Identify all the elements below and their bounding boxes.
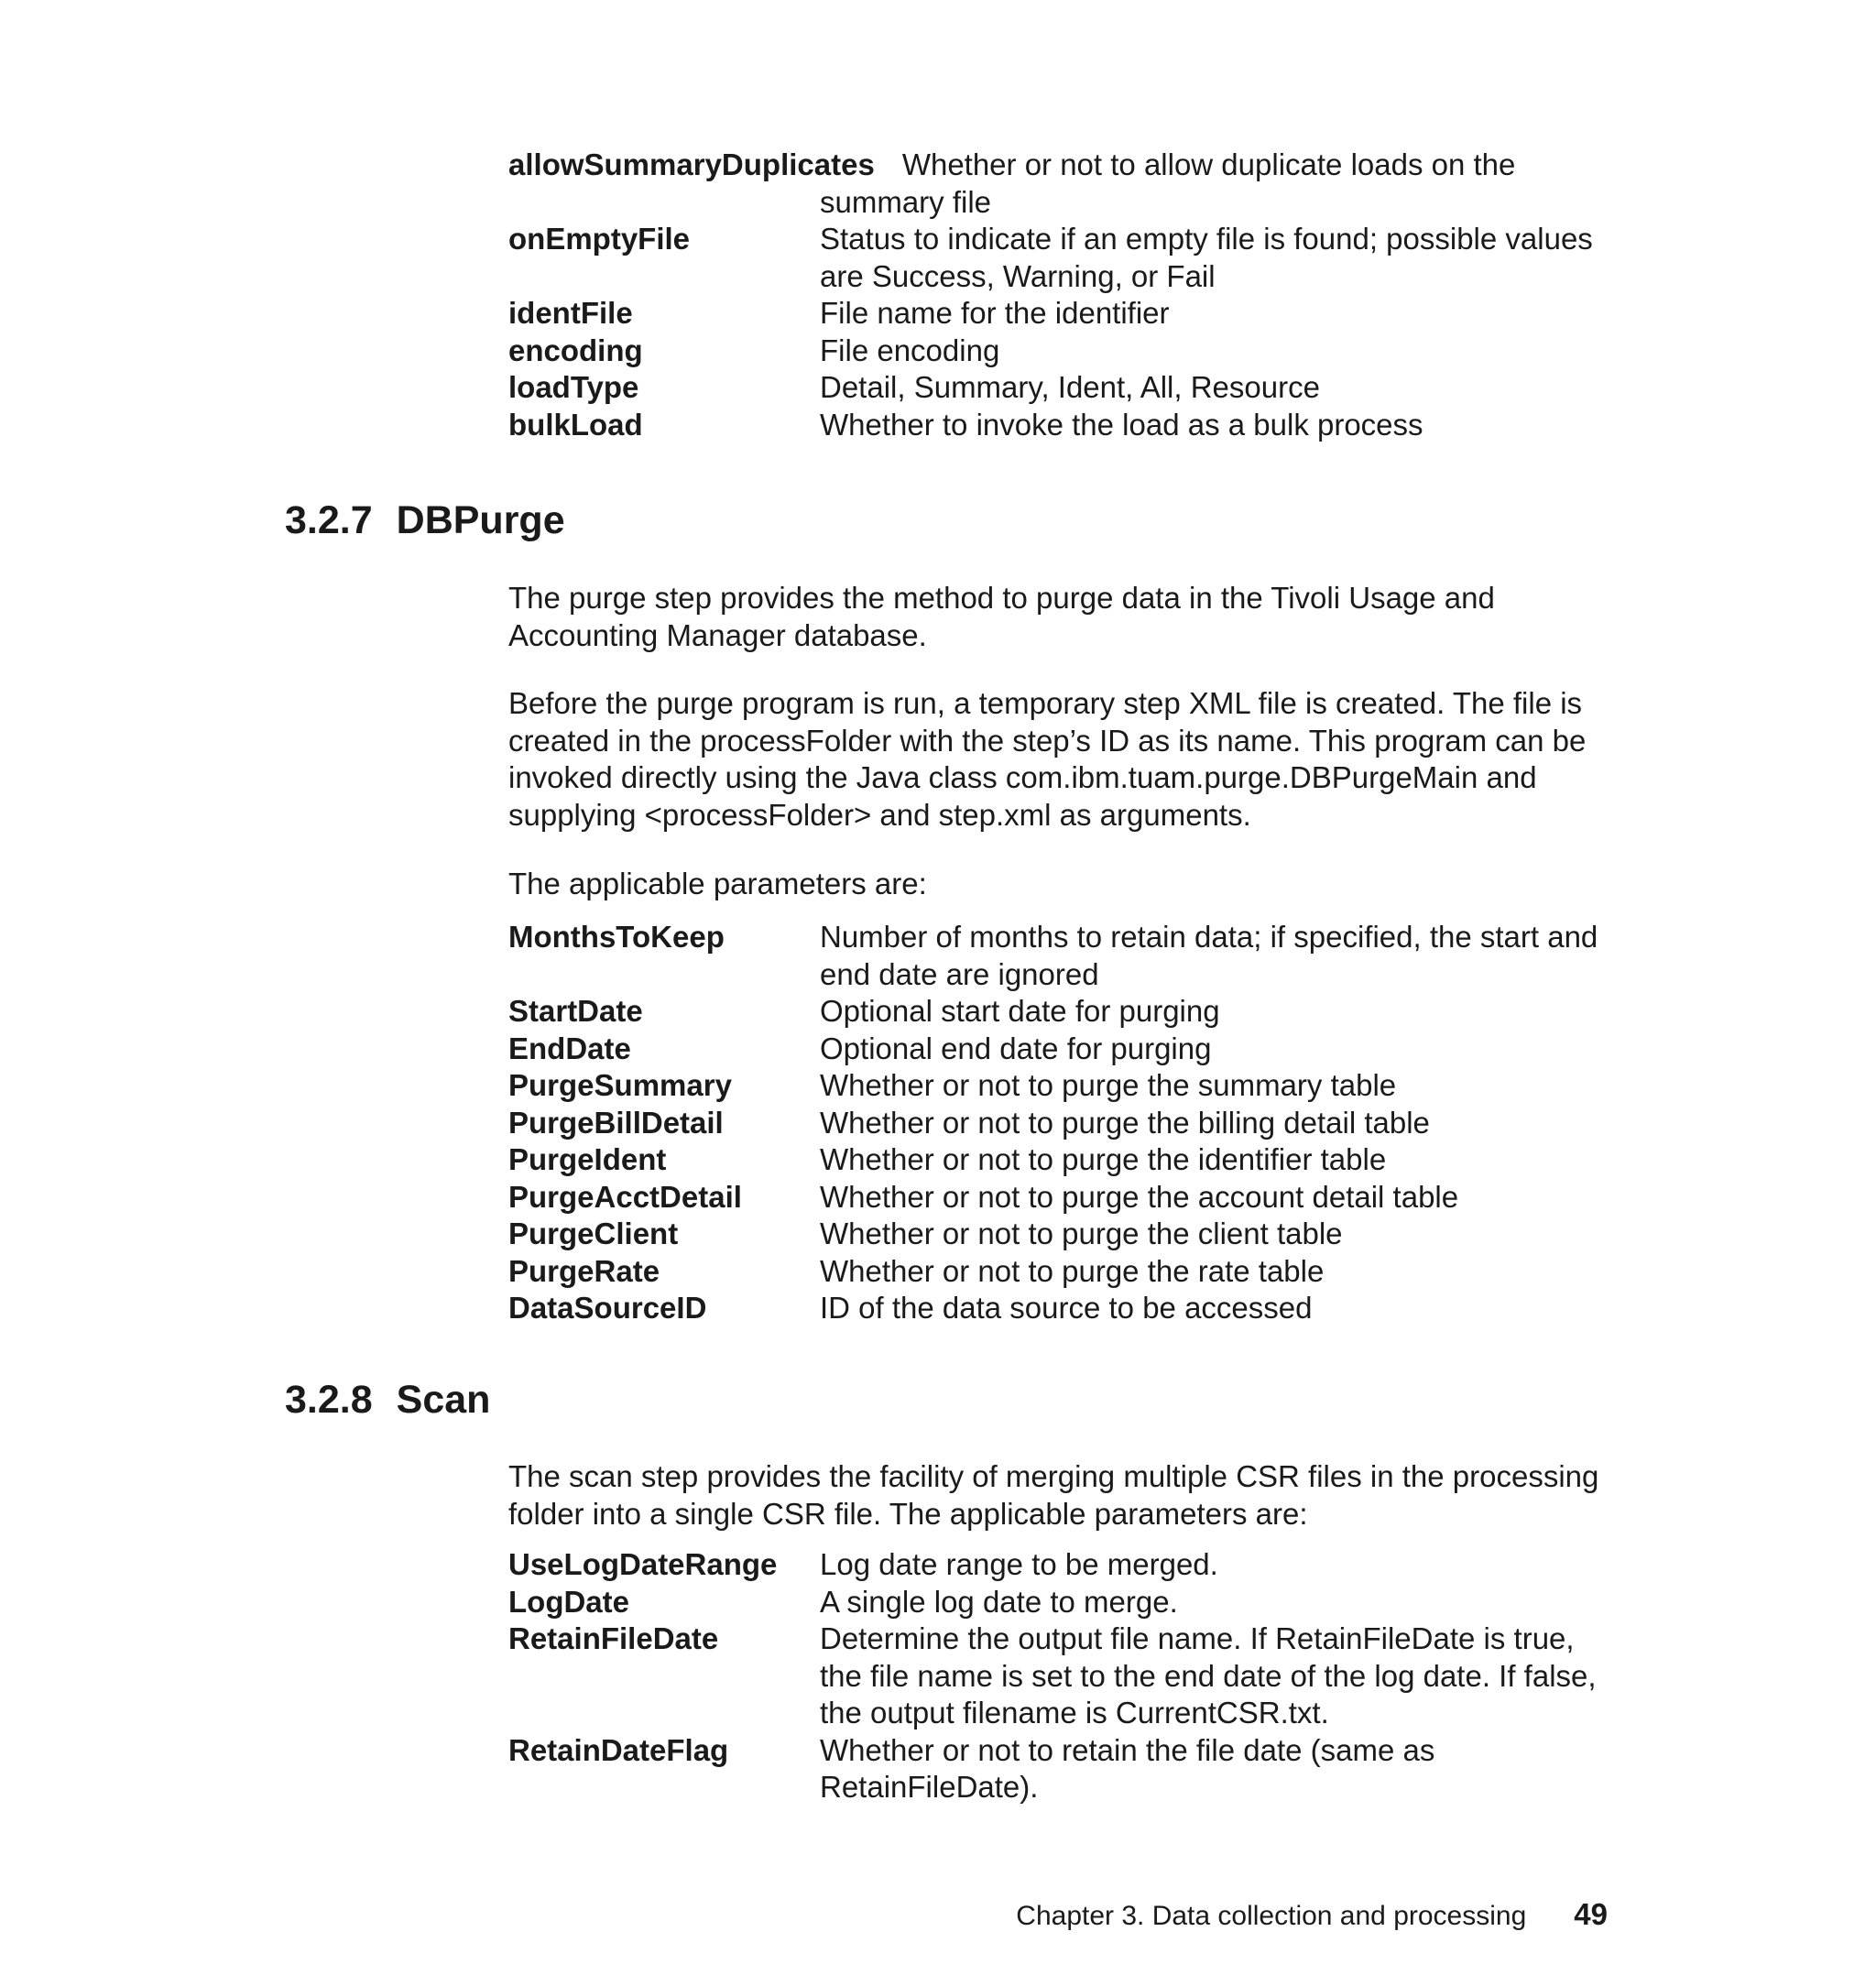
param-name: onEmptyFile [508,222,691,256]
dbpurge-param-list [508,919,1608,1327]
param-name: PurgeAcctDetail [508,1179,742,1214]
param-row [508,1216,1608,1253]
param-name: PurgeSummary [508,1068,732,1102]
section-title: Scan [396,1378,491,1422]
param-name: RetainFileDate [508,1621,719,1655]
param-name: loadType [508,370,639,404]
load-param-list [508,147,1608,443]
param-row [508,407,1608,444]
param-row [508,369,1608,407]
param-desc: Number of months to retain data; if specified, the start and end date are ignored [820,920,1598,991]
param-row [508,1179,1608,1217]
param-row [508,1067,1608,1105]
param-desc: Whether or not to purge the client table [820,1217,1343,1250]
param-desc [902,147,1608,184]
param-desc: Whether or not to purge the rate table [820,1253,1325,1288]
dbpurge-para-1 [508,580,1608,654]
param-row [508,147,1608,184]
scan-para-1 [508,1458,1608,1533]
param-desc: Whether or not to purge the account detail table [820,1179,1459,1214]
param-name: RetainDateFlag [508,1732,729,1767]
section-heading-dbpurge [285,497,565,543]
param-desc: File name for the identifier [820,296,1170,330]
param-name: PurgeClient [508,1217,679,1250]
param-row [508,333,1608,370]
param-row [508,1546,1608,1584]
param-row-continuation [508,184,1608,222]
param-row [508,221,1608,295]
param-name: encoding [508,333,643,367]
param-desc: A single log date to merge. [820,1584,1178,1619]
param-desc: Optional end date for purging [820,1031,1212,1065]
param-desc: Whether or not to purge the summary table [820,1068,1397,1102]
param-row [508,1290,1608,1327]
paragraph: The purge step provides the method to purge data in the Tivoli Usage and Accounting Manager database. [508,581,1495,652]
param-desc-line2: summary file [820,184,992,219]
param-name: EndDate [508,1031,631,1065]
param-name: DataSourceID [508,1291,707,1325]
param-desc: File encoding [820,333,1000,367]
param-desc: Determine the output file name. If RetainFileDate is true, the file name is set to the end date of the log date. If false, the output filename is CurrentCSR.txt. [820,1621,1597,1730]
param-desc: ID of the data source to be accessed [820,1291,1313,1325]
param-row [508,1105,1608,1142]
param-name: bulkLoad [508,407,643,442]
param-name: PurgeBillDetail [508,1105,724,1140]
param-desc: Whether or not to purge the billing detail table [820,1105,1430,1140]
param-desc: Whether or not to purge the identifier table [820,1142,1387,1176]
param-desc: Whether or not to retain the file date (same as RetainFileDate). [820,1732,1435,1804]
param-name: PurgeRate [508,1253,660,1288]
param-name: LogDate [508,1584,629,1619]
param-row [508,1253,1608,1291]
chapter-title: Chapter 3. Data collection and processing [1016,1901,1527,1931]
param-desc: Optional start date for purging [820,994,1220,1028]
page-footer [1016,1896,1608,1935]
section-title: DBPurge [396,498,565,542]
param-name: UseLogDateRange [508,1547,778,1581]
param-name: StartDate [508,994,643,1028]
paragraph: The applicable parameters are: [508,867,927,900]
paragraph: Before the purge program is run, a temporary step XML file is created. The file is created in the processFolder with the step’s ID as its name. This program can be invoked directly using the Java class com.ibm.tuam.purge.DBPurgeMain and supplying <processFolder> and step.xml as arguments. [508,686,1587,832]
param-desc: Whether to invoke the load as a bulk process [820,407,1423,442]
section-number: 3.2.7 [285,498,373,542]
page-number: 49 [1574,1897,1608,1931]
param-name: identFile [508,296,633,330]
paragraph: The scan step provides the facility of merging multiple CSR files in the processing folder into a single CSR file. The applicable parameters are: [508,1459,1599,1531]
section-number: 3.2.8 [285,1378,373,1422]
param-row [508,295,1608,333]
section-heading-scan [285,1377,490,1423]
scan-param-list [508,1546,1608,1806]
dbpurge-para-2 [508,685,1608,834]
param-row [508,1031,1608,1068]
param-row [508,993,1608,1031]
param-row [508,919,1608,993]
param-desc: Detail, Summary, Ident, All, Resource [820,370,1320,404]
param-name: allowSummaryDuplicates [508,147,875,181]
param-desc: Status to indicate if an empty file is found; possible values are Success, Warning, or Fail [820,222,1593,293]
param-name: MonthsToKeep [508,920,725,954]
param-name: PurgeIdent [508,1142,667,1176]
param-desc-line1: Whether or not to allow duplicate loads on the [901,147,1516,181]
dbpurge-para-3 [508,866,1608,903]
param-row [508,1620,1608,1732]
param-row [508,1141,1608,1179]
param-row [508,1584,1608,1621]
param-row [508,1732,1608,1806]
param-desc: Log date range to be merged. [820,1547,1218,1581]
